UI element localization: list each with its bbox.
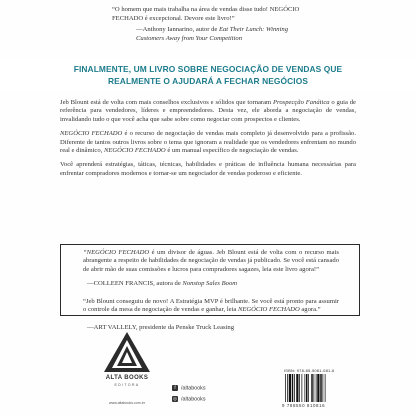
p2-text-a: é o recurso de negociação de vendas mais completo já desenvolvido para a profissão. Diferente de tantos outros livros sobre o tema que ignoram a realidade que os vendedores enfrentam no mundo real e dinâmico,: [60, 130, 356, 155]
headline: FINALMENTE, UM LIVRO SOBRE NEGOCIAÇÃO DE VENDAS QUE REALMENTE O AJUDARÁ A FECHAR NEGÓCIOS: [73, 64, 343, 86]
facebook-icon: f: [172, 385, 178, 391]
endorsement-2-attribution: —ART VALLELY, presidente da Penske Truck Leasing: [87, 324, 234, 331]
endorsement-2-text-a: “Jeb Blount conseguiu de novo! A Estratégia MVP é brilhante. Se você está pronto para assumir o controle da mesa de negociação de vendas e ganhar, leia: [83, 298, 339, 314]
top-quote-text: “O homem que mais trabalha na área de vendas disse tudo! NEGÓCIO FECHADO é excepcional. Devore este livro!”: [112, 6, 300, 22]
p1-text-a: Jeb Blount está de volta com mais conselhos exclusivos e sólidos que tornaram: [60, 99, 274, 106]
endorsement-1-author-book: Nonstop Sales Boom: [182, 280, 238, 287]
top-endorsement-quote: [112, 6, 302, 43]
description: [60, 99, 356, 184]
endorsement-2-text-b: agora.”: [299, 306, 321, 314]
publisher-website: www.altabooks.com.br: [109, 401, 145, 405]
p1-book-title: Prospecção Fanática: [273, 99, 330, 106]
endorsement-2: [83, 298, 339, 315]
endorsement-1-book: “NEGÓCIO FECHADO: [83, 249, 150, 256]
description-paragraph-3: Você aprenderá estratégias, táticas, técnicas, habilidades e práticas de influência humana necessárias para enfrentar compradores modernos e tornar-se um negociador de vendas poderoso e eficiente.: [60, 161, 356, 177]
endorsement-1-author: —COLLEEN FRANCIS, autora de: [87, 280, 183, 287]
instagram-handle-text: /altabooks: [181, 396, 206, 403]
alta-books-logo-icon: [98, 330, 156, 374]
top-quote-book-title: Eat Their Lunch: Winning Customers Away from Your Competition: [136, 26, 289, 42]
facebook-handle: [172, 385, 206, 391]
barcode-icon: [284, 374, 340, 402]
endorsement-1-attribution: [87, 280, 343, 288]
instagram-handle: [172, 396, 206, 402]
p2-book-title-2: NEGÓCIO FECHADO: [103, 147, 166, 155]
p2-text-b: é um manual específico de negociação de vendas.: [165, 147, 299, 155]
endorsement-1-text: é um divisor de águas. Jeb Blount está de volta com o recurso mais abrangente a respeito de habilidades de negociação de vendas já publicado. Se você está cansado de abrir mão de suas comissões e lucros para compradores sagazes, leia este livro agora!”: [83, 249, 340, 273]
publisher-name: ALTA BOOKS: [105, 375, 149, 381]
facebook-handle-text: /altabooks: [181, 385, 206, 392]
barcode-number: 9 788550 810816: [282, 403, 326, 408]
description-paragraph-1: [60, 99, 356, 124]
instagram-icon: ◎: [172, 396, 177, 401]
isbn-label: ISBN: 978-85-5081-081-6: [284, 368, 335, 373]
endorsement-1: [83, 249, 339, 274]
p2-book-title: NEGÓCIO FECHADO: [60, 130, 123, 138]
endorsement-2-book: NEGÓCIO FECHADO: [237, 306, 300, 314]
top-quote-author: —Anthony Iannarino, autor de: [136, 26, 219, 34]
p1-text-b: o guia de referência para vendedores, líderes e empreendedores. Desta vez, ele aborda a negociação de vendas, invalidando tudo o que você acha que sabe sobre como negociar com prospectos e clientes.: [60, 99, 356, 123]
top-quote-attribution: [112, 26, 302, 43]
description-paragraph-2: [60, 130, 356, 155]
publisher-sub: EDITORA: [114, 383, 140, 387]
